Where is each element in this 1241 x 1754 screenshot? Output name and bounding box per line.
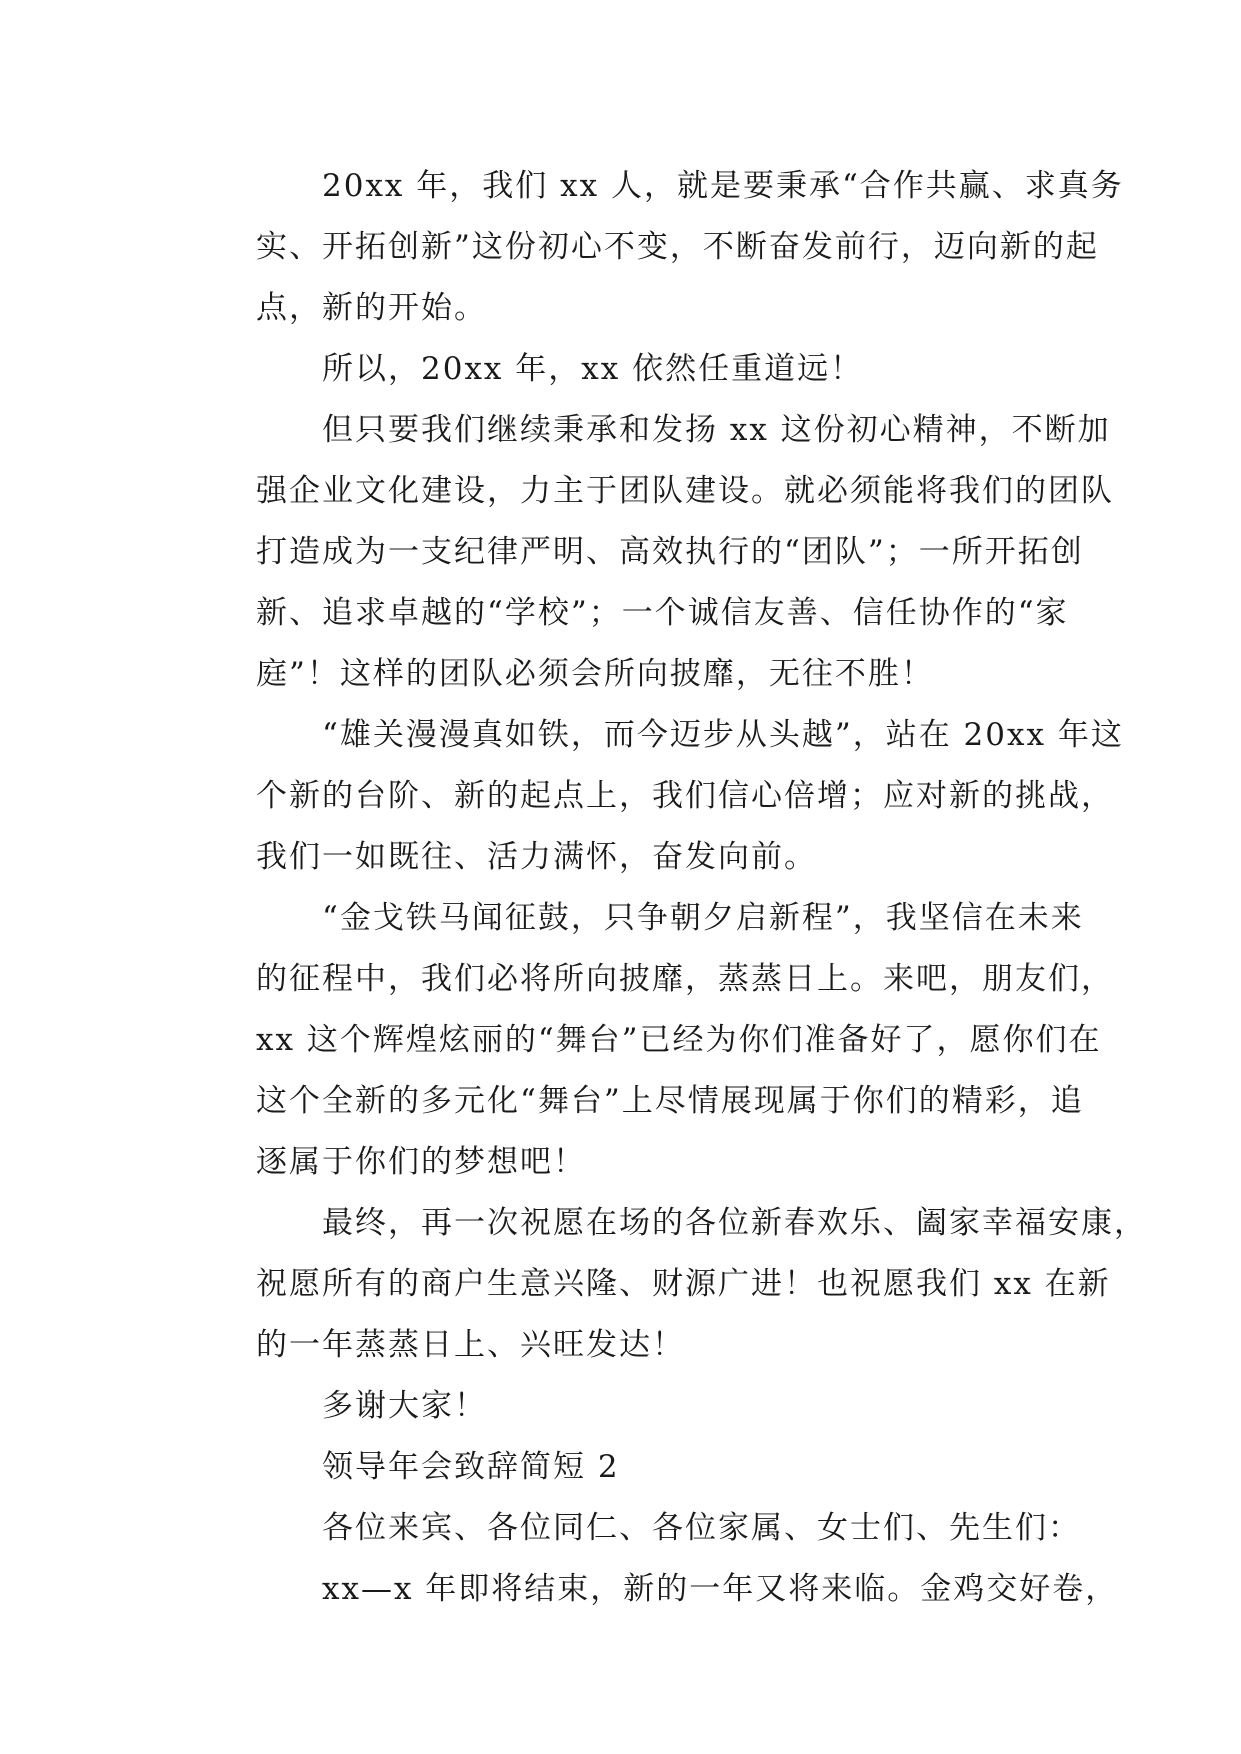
paragraph	[190, 888, 1114, 1193]
text-line: 庭”！这样的团队必须会所向披靡，无往不胜！	[256, 656, 934, 692]
paragraph	[190, 156, 1124, 339]
section-heading	[190, 1437, 1052, 1498]
text-line: 但只要我们继续秉承和发扬 xx 这份初心精神，不断加	[322, 412, 1111, 448]
text-line: “雄关漫漫真如铁，而今迈步从头越”，站在 20xx 年这	[322, 717, 1124, 753]
text-line: 20xx 年，我们 xx 人，就是要秉承“合作共赢、求真务	[322, 168, 1124, 204]
paragraph	[190, 705, 1124, 888]
text-line: 点，新的开始。	[256, 290, 487, 326]
text-line: 个新的台阶、新的起点上，我们信心倍增；应对新的挑战，	[256, 778, 1114, 814]
text-line: 新、追求卓越的“学校”；一个诚信友善、信任协作的“家	[256, 595, 1069, 631]
salutation	[190, 1498, 1081, 1559]
paragraph	[190, 1559, 1119, 1620]
text-line: 多谢大家！	[322, 1388, 487, 1424]
document-body	[190, 156, 1147, 1620]
text-line: 最终，再一次祝愿在场的各位新春欢乐、阖家幸福安康，	[322, 1205, 1147, 1241]
text-line: 强企业文化建设，力主于团队建设。就必须能将我们的团队	[256, 473, 1114, 509]
text-line: 领导年会致辞简短 2	[322, 1449, 620, 1485]
text-line: 各位来宾、各位同仁、各位家属、女士们、先生们：	[322, 1510, 1081, 1546]
text-line: xx 这个辉煌炫丽的“舞台”已经为你们准备好了，愿你们在	[256, 1022, 1102, 1058]
paragraph	[190, 339, 1052, 400]
text-line: 的征程中，我们必将所向披靡，蒸蒸日上。来吧，朋友们，	[256, 961, 1114, 997]
text-line: 所以，20xx 年，xx 依然任重道远！	[322, 351, 864, 387]
text-line: 这个全新的多元化“舞台”上尽情展现属于你们的精彩，追	[256, 1083, 1084, 1119]
paragraph	[190, 1376, 1052, 1437]
text-line: 实、开拓创新”这份初心不变，不断奋发前行，迈向新的起	[256, 229, 1099, 265]
paragraph	[190, 400, 1114, 705]
text-line: 逐属于你们的梦想吧！	[256, 1144, 586, 1180]
text-line: 打造成为一支纪律严明、高效执行的“团队”；一所开拓创	[256, 534, 1084, 570]
text-line: 的一年蒸蒸日上、兴旺发达！	[256, 1327, 685, 1363]
paragraph	[190, 1193, 1147, 1376]
text-line: xx—x 年即将结束，新的一年又将来临。金鸡交好卷，	[322, 1571, 1119, 1607]
text-line: 祝愿所有的商户生意兴隆、财源广进！也祝愿我们 xx 在新	[256, 1266, 1111, 1302]
text-line: “金戈铁马闻征鼓，只争朝夕启新程”，我坚信在未来	[322, 900, 1084, 936]
text-line: 我们一如既往、活力满怀，奋发向前。	[256, 839, 817, 875]
